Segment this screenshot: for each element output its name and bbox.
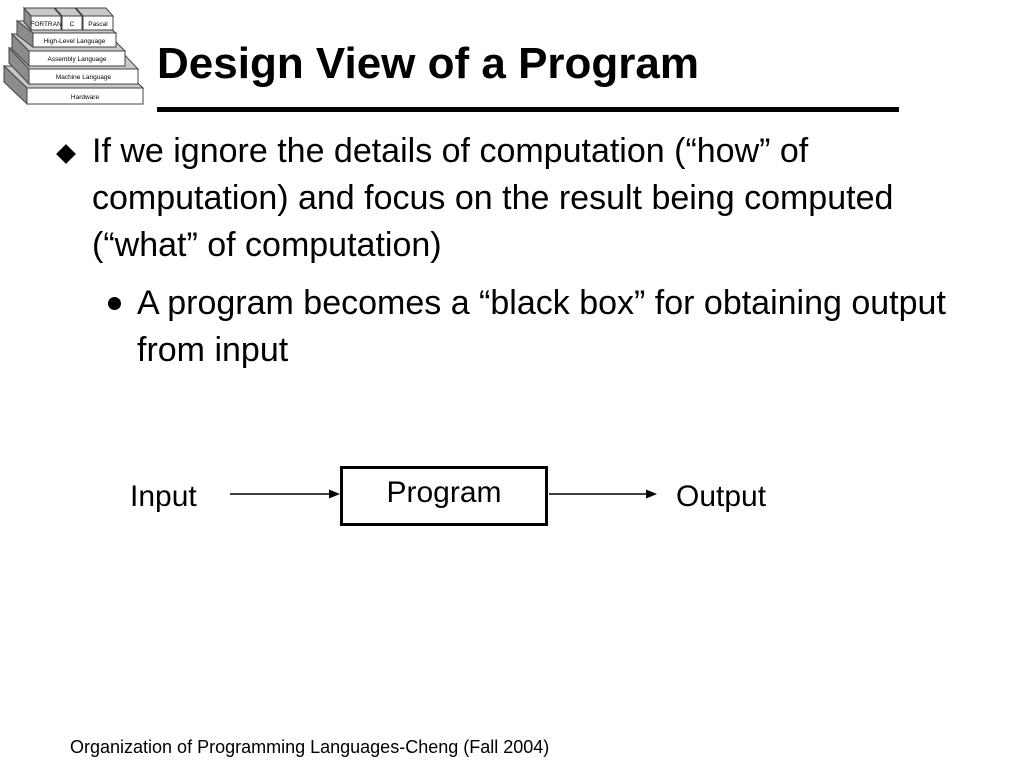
input-arrow-icon [230,490,340,499]
diamond-bullet-icon [56,128,92,176]
logo-label-hardware: Hardware [70,94,100,101]
bullet-text-1: If we ignore the details of computation (“how” of computation) and focus on the result being computed (“what” of computation) [92,132,894,264]
slide-footer: Organization of Programming Languages-Cheng (Fall 2004) [70,737,550,757]
logo-label-c: C [69,21,75,28]
bullet-level-1 [56,128,956,269]
program-box-label: Program [386,476,502,509]
slide-title: Design View of a Program [157,39,700,88]
dot-bullet-icon [104,280,137,328]
program-black-box [340,466,548,526]
logo-label-assembly: Assembly Language [47,56,107,63]
diagram-input-label: Input [130,480,197,513]
title-underline [157,107,899,112]
diagram-output-label: Output [676,480,767,513]
logo-label-high-level: High-Level Language [43,38,106,45]
logo-label-pascal: Pascal [88,21,108,28]
logo-label-machine: Machine Language [55,74,112,81]
bullet-level-2 [104,280,984,374]
bullet-text-2: A program becomes a “black box” for obtaining output from input [137,284,946,369]
logo-label-fortran: FORTRAN [30,21,62,28]
output-arrow-icon [549,490,657,499]
language-layers-logo [0,0,150,106]
